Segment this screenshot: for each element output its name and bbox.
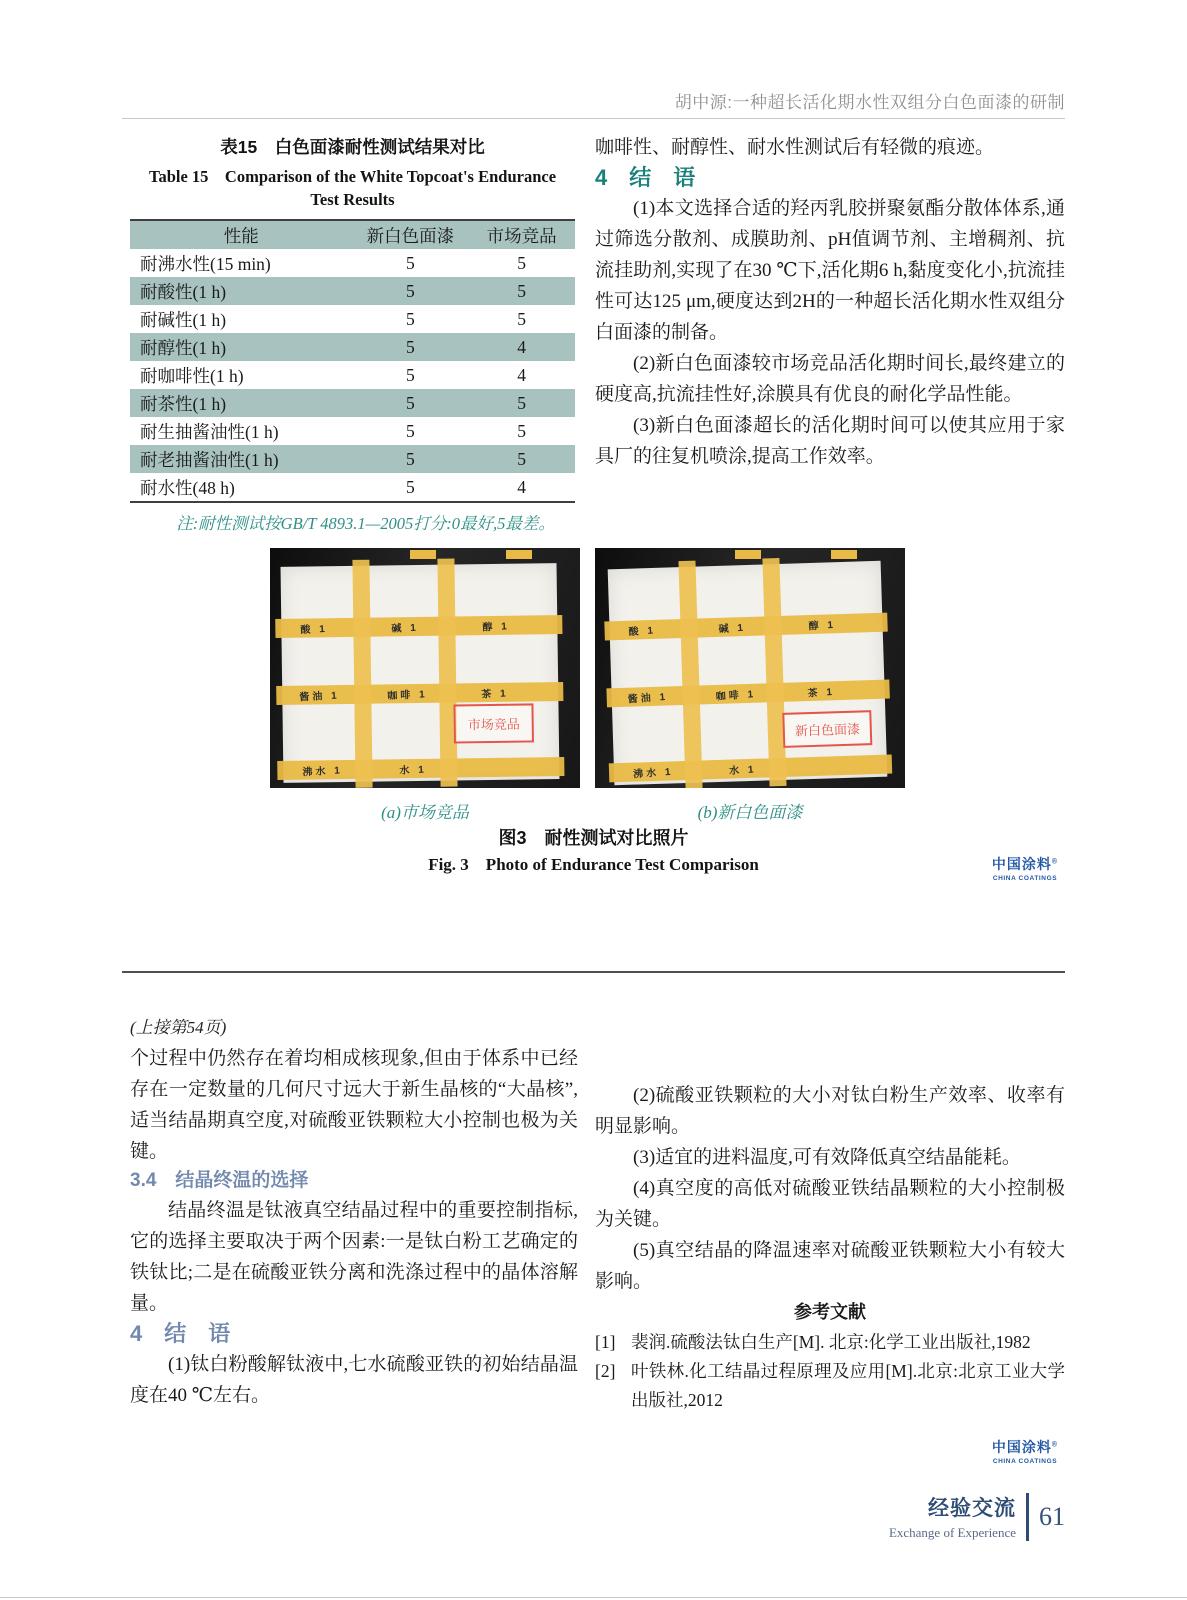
tape-mark: 碱 1 [391,621,420,635]
china-coatings-logo [985,1437,1065,1465]
article2-right-column [595,1080,1065,1415]
article-divider-rule [122,971,1065,973]
conclusion-section [595,132,1065,472]
table-note: 注:耐性测试按GB/T 4893.1—2005打分:0最好,5最差。 [176,514,555,533]
table-header-row [130,220,575,249]
reference-number: [1] [595,1332,616,1352]
logo-text-cn: 中国涂料® [991,1439,1059,1455]
cell-property: 耐醇性(1 h) [140,337,227,358]
logo-text-en: CHINA COATINGS [992,1458,1058,1465]
cell-new: 5 [405,420,415,441]
article2-left-column [130,1012,578,1411]
tape-mark: 酱油 1 [299,689,340,703]
col-header-competitor: 市场竞品 [468,220,575,249]
page-number: 61 [1039,1501,1065,1531]
tape-mark: 茶 1 [807,686,836,699]
cell-competitor: 4 [517,336,526,357]
cell-property: 耐茶性(1 h) [140,393,227,414]
tape-tab [735,550,761,559]
cell-competitor: 5 [517,392,526,413]
photo-label-box: 市场竞品 [454,703,535,743]
figure-caption-cn: 图3 耐性测试对比照片 [498,828,689,848]
logo-text-en: CHINA COATINGS [992,875,1058,882]
endurance-table [130,219,575,503]
figure-3 [122,548,1065,878]
tape-mark: 咖啡 1 [387,688,429,702]
photo-market-competitor [270,548,580,788]
cell-competitor: 5 [517,280,526,301]
cell-competitor: 4 [517,476,526,497]
cell-property: 耐咖啡性(1 h) [140,365,244,386]
table-row [130,277,575,305]
reference-number: [2] [595,1361,616,1381]
cell-property: 耐碱性(1 h) [140,309,227,330]
bottom-edge-rule [0,1597,1187,1598]
tape-mark: 酸 1 [627,624,656,638]
cell-new: 5 [405,336,415,357]
cell-competitor: 5 [517,448,526,469]
table-row [130,333,575,361]
photo-new-white-topcoat [595,548,905,788]
tape-strip-vertical [353,559,373,788]
page-footer [889,1492,1065,1541]
reference-item [595,1357,1065,1415]
cell-new: 5 [405,392,415,413]
tape-mark: 酸 1 [300,623,329,636]
body-paragraph: (5)真空结晶的降温速率对硫酸亚铁颗粒大小有较大影响。 [595,1240,1065,1292]
table-row [130,249,575,277]
body-paragraph: 结晶终温是钛液真空结晶过程中的重要控制指标,它的选择主要取决于两个因素:一是钛白粉工艺确定的铁钛比;二是在硫酸亚铁分离和洗涤过程中的晶体溶解量。 [130,1200,578,1314]
tape-strip-vertical [438,558,458,787]
test-panel [281,563,560,783]
continued-from-note: (上接第54页) [130,1018,227,1037]
cell-property: 耐酸性(1 h) [140,281,227,302]
body-paragraph: (3)适宜的进料温度,可有效降低真空结晶能耗。 [633,1147,1021,1168]
tape-tab [410,550,436,559]
tape-mark: 咖啡 1 [714,688,756,703]
table-title-en [130,165,575,211]
header-rule [122,118,1065,119]
conclusion-paragraph-3: (3)新白色面漆超长的活化期时间可以使其应用于家具厂的往复机喷涂,提高工作效率。 [595,415,1065,467]
tape-tab [506,550,532,559]
cell-competitor: 5 [517,252,526,273]
references-heading: 参考文献 [794,1302,866,1322]
cell-new: 5 [405,280,415,301]
body-paragraph: (4)真空度的高低对硫酸亚铁结晶颗粒的大小控制极为关键。 [595,1178,1065,1230]
cell-property: 耐生抽酱油性(1 h) [140,421,279,442]
registered-mark: ® [1051,858,1059,866]
footer-section-en: Exchange of Experience [888,1525,1016,1540]
tape-mark: 沸水 1 [302,764,344,778]
footer-section-block [889,1492,1016,1541]
body-paragraph: (2)硫酸亚铁颗粒的大小对钛白粉生产效率、收率有明显影响。 [595,1085,1065,1137]
china-coatings-logo [985,854,1065,882]
table-row [130,417,575,445]
caption-a: (a)市场竞品 [381,803,469,822]
cell-new: 5 [405,308,415,329]
test-panel [607,561,886,785]
cell-new: 5 [405,364,415,385]
cell-new: 5 [405,252,415,273]
conclusion-paragraph-1: (1)本文选择合适的羟丙乳胶拼聚氨酯分散体体系,通过筛选分散剂、成膜助剂、pH值调节剂、主增稠剂、抗流挂助剂,实现了在30 ℃下,活化期6 h,黏度变化小,抗流挂性可达125 μm,硬度达到2H的一种超长活化期水性双组分白面漆的制备。 [595,198,1065,343]
tape-mark: 碱 1 [717,621,746,635]
cell-property: 耐沸水性(15 min) [140,253,271,274]
tape-strip-vertical [678,560,702,788]
footer-divider [1026,1493,1029,1541]
tape-mark: 沸水 1 [632,766,674,780]
body-paragraph: (1)钛白粉酸解钛液中,七水硫酸亚铁的初始结晶温度在40 ℃左右。 [130,1354,578,1406]
reference-item [595,1328,1065,1357]
conclusion-heading: 4 结 语 [595,165,696,190]
col-header-property: 性能 [130,220,353,249]
conclusion-paragraph-2: (2)新白色面漆较市场竞品活化期时间长,最终建立的硬度高,抗流挂性好,涂膜具有优良的耐化学品性能。 [595,353,1065,405]
table-title-cn: 表15 白色面漆耐性测试结果对比 [220,137,485,157]
conclusion-heading-article2: 4 结 语 [130,1321,231,1346]
table-row [130,445,575,473]
col-header-new-topcoat: 新白色面漆 [353,220,469,249]
reference-text: 叶铁林.化工结晶过程原理及应用[M].北京:北京工业大学出版社,2012 [631,1361,1065,1410]
table-row [130,361,575,389]
figure-caption-en: Fig. 3 Photo of Endurance Test Comparison [428,855,759,874]
section-heading-3-4: 3.4 结晶终温的选择 [130,1170,309,1191]
table-row [130,389,575,417]
cell-competitor: 4 [517,364,526,385]
cell-new: 5 [405,448,415,469]
tape-mark: 酱油 1 [627,691,669,705]
footer-section-cn: 经验交流 [928,1497,1016,1520]
tape-mark: 茶 1 [481,687,509,700]
table-title-en-line2: Test Results [310,190,395,209]
cell-competitor: 5 [517,420,526,441]
table-title-en-line1: Table 15 Comparison of the White Topcoat's Endurance [148,167,557,186]
reference-text: 裴润.硫酸法钛白生产[M]. 北京:化学工业出版社,1982 [631,1332,1031,1352]
table-row [130,305,575,333]
cell-new: 5 [405,476,415,497]
cell-property: 耐老抽酱油性(1 h) [140,449,279,470]
tape-mark: 醇 1 [807,619,836,632]
running-title: 胡中源:一种超长活化期水性双组分白色面漆的研制 [674,93,1065,112]
logo-text-cn: 中国涂料® [991,856,1059,872]
table-row [130,473,575,502]
conclusion-lead: 咖啡性、耐醇性、耐水性测试后有轻微的痕迹。 [595,137,995,158]
body-paragraph: 个过程中仍然存在着均相成核现象,但由于体系中已经存在一定数量的几何尺寸远大于新生晶核的“大晶核”,适当结晶期真空度,对硫酸亚铁颗粒大小控制也极为关键。 [130,1048,578,1162]
tape-tab [831,550,857,559]
table-section [130,134,575,537]
cell-competitor: 5 [517,308,526,329]
photo-label-box: 新白色面漆 [782,710,872,748]
cell-property: 耐水性(48 h) [140,477,235,498]
tape-mark: 水 1 [399,763,428,777]
registered-mark: ® [1051,1441,1059,1449]
tape-strip-vertical [762,557,786,786]
tape-mark: 水 1 [727,763,756,777]
tape-mark: 醇 1 [482,620,511,633]
caption-b: (b)新白色面漆 [697,803,803,822]
